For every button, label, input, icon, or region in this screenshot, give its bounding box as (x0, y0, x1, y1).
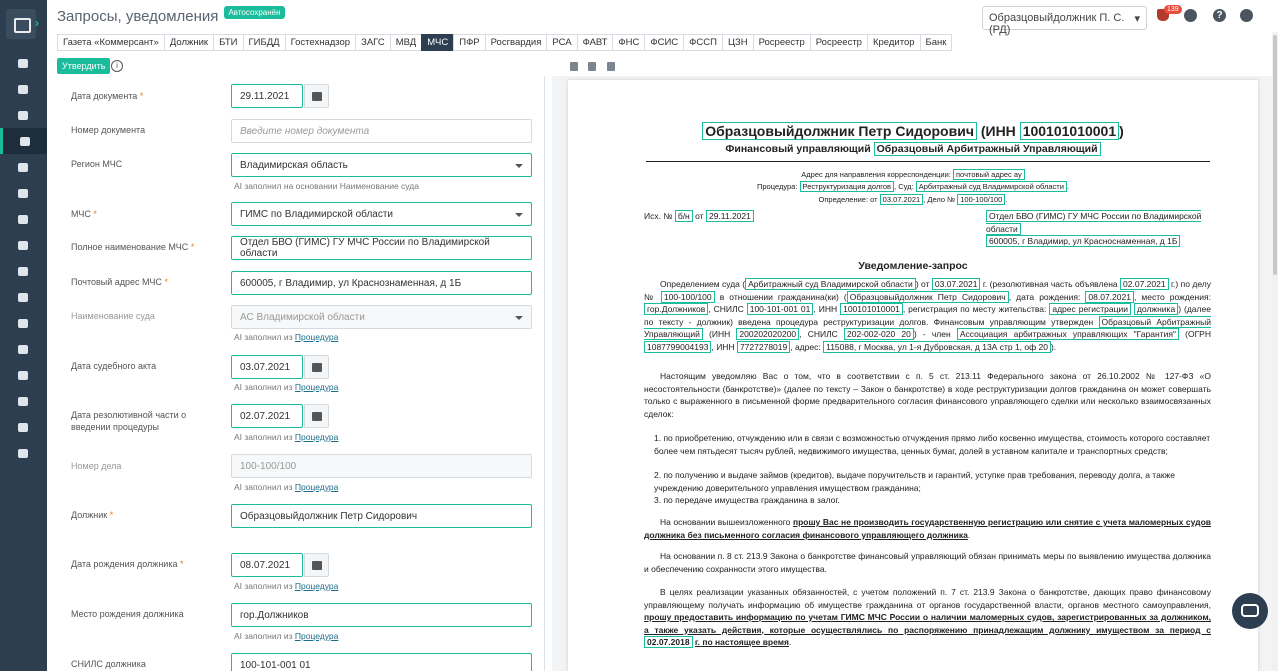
doc-paragraph-2: Настоящим уведомляю Вас о том, что в соответствии с п. 5 ст. 213.11 Федерального закона от 26.10.2002 № 127-ФЗ «О несостоятельности (банкротстве)» (далее по тексту – Закон о банкротстве) в ходе реструктуризации долгов гражданина он может совершать только с выраженного в письменной форме предварительного согласия финансового управляющего сделки или несколько взаимосвязанных сделок: (644, 371, 1211, 419)
tabs-bar (57, 34, 952, 51)
sidebar-item-11-icon[interactable] (14, 342, 32, 356)
debtor-label: Должник * (71, 510, 114, 520)
tab-14[interactable]: ФССП (683, 34, 722, 51)
trash-icon[interactable] (607, 62, 615, 71)
sidebar-item-14-icon[interactable] (14, 420, 32, 434)
sidebar-item-12-icon[interactable] (14, 368, 32, 382)
sidebar-item-4-icon[interactable] (14, 160, 32, 174)
doc-date-label: Дата документа * (71, 91, 144, 101)
main (47, 0, 1280, 671)
sidebar-item-8-icon[interactable] (14, 264, 32, 278)
court-act-date-input[interactable]: 03.07.2021 (231, 355, 303, 379)
document-preview (552, 76, 1272, 671)
tab-15[interactable]: ЦЗН (722, 34, 753, 51)
tab-16[interactable]: Росреестр (753, 34, 810, 51)
doc-divider (646, 161, 1210, 162)
document-page (568, 80, 1258, 671)
tab-5[interactable]: ЗАГС (355, 34, 390, 51)
region-hint: AI заполнил на основании Наименование суда (234, 181, 419, 191)
resolution-date-input[interactable]: 02.07.2021 (231, 404, 303, 428)
calendar-icon[interactable] (304, 84, 329, 108)
sidebar (0, 0, 47, 671)
doc-date-input[interactable]: 29.11.2021 (231, 84, 303, 108)
sidebar-item-0-icon[interactable] (14, 56, 32, 70)
address-input[interactable]: 600005, г Владимир, ул Краснознаменная, д 1Б (231, 271, 532, 295)
doc-outgoing: Исх. № б/н от 29.11.2021 (644, 210, 754, 223)
doc-recipient: Отдел БВО (ГИМС) ГУ МЧС России по Владимирской области 600005, г Владимир, ул Красноснаменная, д 1Б (986, 211, 1202, 246)
tab-4[interactable]: Гостехнадзор (285, 34, 356, 51)
app-logo-icon[interactable] (6, 9, 36, 39)
tab-10[interactable]: РСА (546, 34, 576, 51)
mchs-label: МЧС * (71, 209, 97, 219)
sidebar-item-2-icon[interactable] (14, 108, 32, 122)
address-label: Почтовый адрес МЧС * (71, 277, 168, 287)
sidebar-item-13-icon[interactable] (14, 394, 32, 408)
approve-button[interactable]: Утвердить (57, 58, 110, 74)
birth-place-hint: AI заполнил из Процедура (234, 631, 339, 641)
doc-proc: Процедура: Реструктуризация долгов , Суд: Арбитражный суд Владимирской области . (757, 182, 1069, 191)
sidebar-item-1-icon[interactable] (14, 82, 32, 96)
tab-18[interactable]: Кредитор (867, 34, 920, 51)
chat-icon[interactable] (1232, 593, 1268, 629)
birth-place-input[interactable]: гор.Должников (231, 603, 532, 627)
tab-13[interactable]: ФСИС (644, 34, 683, 51)
doc-title: Уведомление-запрос (858, 260, 968, 272)
doc-paragraph-5: В целях реализации указанных обязанностей, с учетом положений п. 7 ст. 213.9 Закона о банкротстве, дающих право финансовому управляющему получать информацию об имуществе гражданина от органов государственной власти, органов местного самоуправления, прошу предоставить информацию по учетам ГИМС МЧС России о наличии маломерных судов, зарегистрированных за должником, а также указать действия, которые осуществлялись по распоряжению принадлежащим должнику имуществом за период с 02.07.2018 г. по настоящее время. (644, 587, 1211, 647)
case-number-input[interactable]: 100-100/100 (231, 454, 532, 478)
birth-date-label: Дата рождения должника * (71, 559, 184, 569)
page-scrollbar[interactable] (1272, 32, 1278, 671)
tab-12[interactable]: ФНС (612, 34, 644, 51)
download-icon[interactable] (570, 62, 578, 71)
birth-date-hint: AI заполнил из Процедура (234, 581, 339, 591)
sidebar-item-7-icon[interactable] (14, 238, 32, 252)
doc-list-item-2: 2. по получению и выдаче займов (кредитов), выдаче поручительств и гарантий, уступке прав требования, переводу долга, а также учреждению доверительного управления имуществом гражданина; (654, 470, 1175, 493)
full-name-label: Полное наименование МЧС * (71, 242, 195, 252)
tab-11[interactable]: ФАВТ (577, 34, 613, 51)
sidebar-item-15-icon[interactable] (14, 446, 32, 460)
resolution-date-label: Дата резолютивной части о введении процедуры (71, 410, 187, 432)
user-icon[interactable] (1184, 9, 1197, 22)
birth-place-label: Место рождения должника (71, 609, 184, 619)
page-title: Запросы, уведомления Автосохранён (57, 8, 285, 25)
doc-list-item-3: 3. по передаче имущества гражданина в залог. (654, 495, 840, 505)
tab-9[interactable]: Росгвардия (485, 34, 547, 51)
calendar-icon[interactable] (304, 355, 329, 379)
tab-7[interactable]: МЧС (421, 34, 453, 51)
tab-19[interactable]: Банк (920, 34, 953, 51)
autosave-badge: Автосохранён (224, 6, 284, 19)
gear-icon[interactable] (1240, 9, 1253, 22)
resolution-hint: AI заполнил из Процедура (234, 432, 339, 442)
doc-corr: Адрес для направления корреспонденции: почтовый адрес ау (568, 168, 1258, 181)
sidebar-item-requests-icon[interactable] (0, 128, 47, 154)
doc-debtor-heading: Образцовыйдолжник Петр Сидорович (ИНН 100101010001 ) (568, 122, 1258, 140)
tab-3[interactable]: ГИБДД (243, 34, 285, 51)
tab-8[interactable]: ПФР (453, 34, 484, 51)
tab-2[interactable]: БТИ (213, 34, 242, 51)
case-number-label: Номер дела (71, 461, 122, 471)
doc-number-label: Номер документа (71, 125, 146, 135)
debtor-input[interactable]: Образцовыйдолжник Петр Сидорович (231, 504, 532, 528)
user-select[interactable]: Образцовыйдолжник П. С. (РД) ▾ (982, 6, 1147, 30)
birth-date-input[interactable]: 08.07.2021 (231, 553, 303, 577)
region-label: Регион МЧС (71, 159, 123, 169)
tab-6[interactable]: МВД (390, 34, 421, 51)
doc-list-item-1: 1. по приобретению, отчуждению или в связи с возможностью отчуждения прямо либо косвенно имущества, стоимость которого составляет более чем пятьдесят тысяч рублей, недвижимого имущества, ценных бумаг, долей в уставном капитале и транспортных средств; (654, 433, 1211, 456)
doc-paragraph-3: На основании вышеизложенного прошу Вас не производить государственную регистрацию или снятие с учета маломерных судов должника без письменного согласия финансового управляющего должника. (644, 517, 1211, 540)
tab-17[interactable]: Росреестр (810, 34, 867, 51)
expand-sidebar-icon[interactable]: › (35, 16, 39, 30)
print-icon[interactable] (588, 62, 596, 71)
snils-label: СНИЛС должника (71, 659, 146, 669)
info-icon[interactable]: i (111, 60, 123, 72)
full-name-input[interactable]: Отдел БВО (ГИМС) ГУ МЧС России по Владимирской области (231, 236, 532, 260)
court-select[interactable]: АС Владимирской области (231, 305, 532, 329)
calendar-icon[interactable] (304, 404, 329, 428)
sidebar-item-10-icon[interactable] (14, 316, 32, 330)
case-number-hint: AI заполнил из Процедура (234, 482, 339, 492)
doc-manager-heading: Финансовый управляющий Образцовый Арбитражный Управляющий (568, 143, 1258, 156)
request-form (57, 76, 545, 671)
court-act-hint: AI заполнил из Процедура (234, 382, 339, 392)
doc-def: Определение: от 03.07.2021 , Дело № 100-100/100 . (818, 195, 1008, 204)
help-icon[interactable]: ? (1213, 9, 1226, 22)
tab-0[interactable]: Газета «Коммерсант» (57, 34, 164, 51)
sidebar-item-5-icon[interactable] (14, 186, 32, 200)
doc-paragraph-1: Определением суда ( Арбитражный суд Владимирской области ) от 03.07.2021 г. (резолютивная часть объявлена 02.07.2021 г.) по делу № 100-100/100 в отношении гражданина(ки) ( Образцовыйдолжник Петр Сидорович , дата рождения: 08.07.2021 , место рождения: гор.Должников , СНИЛС 100-101-001 01 , ИНН 100101010001 , регистрация по месту жительства: адрес регистрации должника ) (далее по тексту - должник) введена процедура реструктуризации долгов. Финансовым управляющим утвержден Образцовый Арбитражный Управляющий (ИНН 200202020200 , СНИЛС 202-002-020 20 ) - член Ассоциация арбитражных управляющих "Гарантия" (ОГРН 1087799004193 , ИНН 7727278019 , адрес: 115088, г Москва, ул 1-я Дубровская, д 13А стр 1, оф 20 ). (644, 279, 1211, 352)
court-act-date-label: Дата судебного акта (71, 361, 157, 371)
doc-paragraph-4: На основании п. 8 ст. 213.9 Закона о банкротстве финансовый управляющий обязан принимать меры по выявлению имущества должника и обеспечению сохранности этого имущества. (644, 551, 1211, 574)
tab-1[interactable]: Должник (164, 34, 213, 51)
notification-count-badge: 139 (1164, 5, 1182, 14)
chevron-down-icon: ▾ (1134, 13, 1140, 25)
court-hint: AI заполнил из Процедура (234, 332, 339, 342)
doc-number-input[interactable]: Введите номер документа (231, 119, 532, 143)
court-label: Наименование суда (71, 311, 155, 321)
region-select[interactable]: Владимирская область (231, 153, 532, 177)
sidebar-item-6-icon[interactable] (14, 212, 32, 226)
sidebar-item-9-icon[interactable] (14, 290, 32, 304)
mchs-select[interactable]: ГИМС по Владимирской области (231, 202, 532, 226)
snils-input[interactable]: 100-101-001 01 (231, 653, 532, 671)
calendar-icon[interactable] (304, 553, 329, 577)
